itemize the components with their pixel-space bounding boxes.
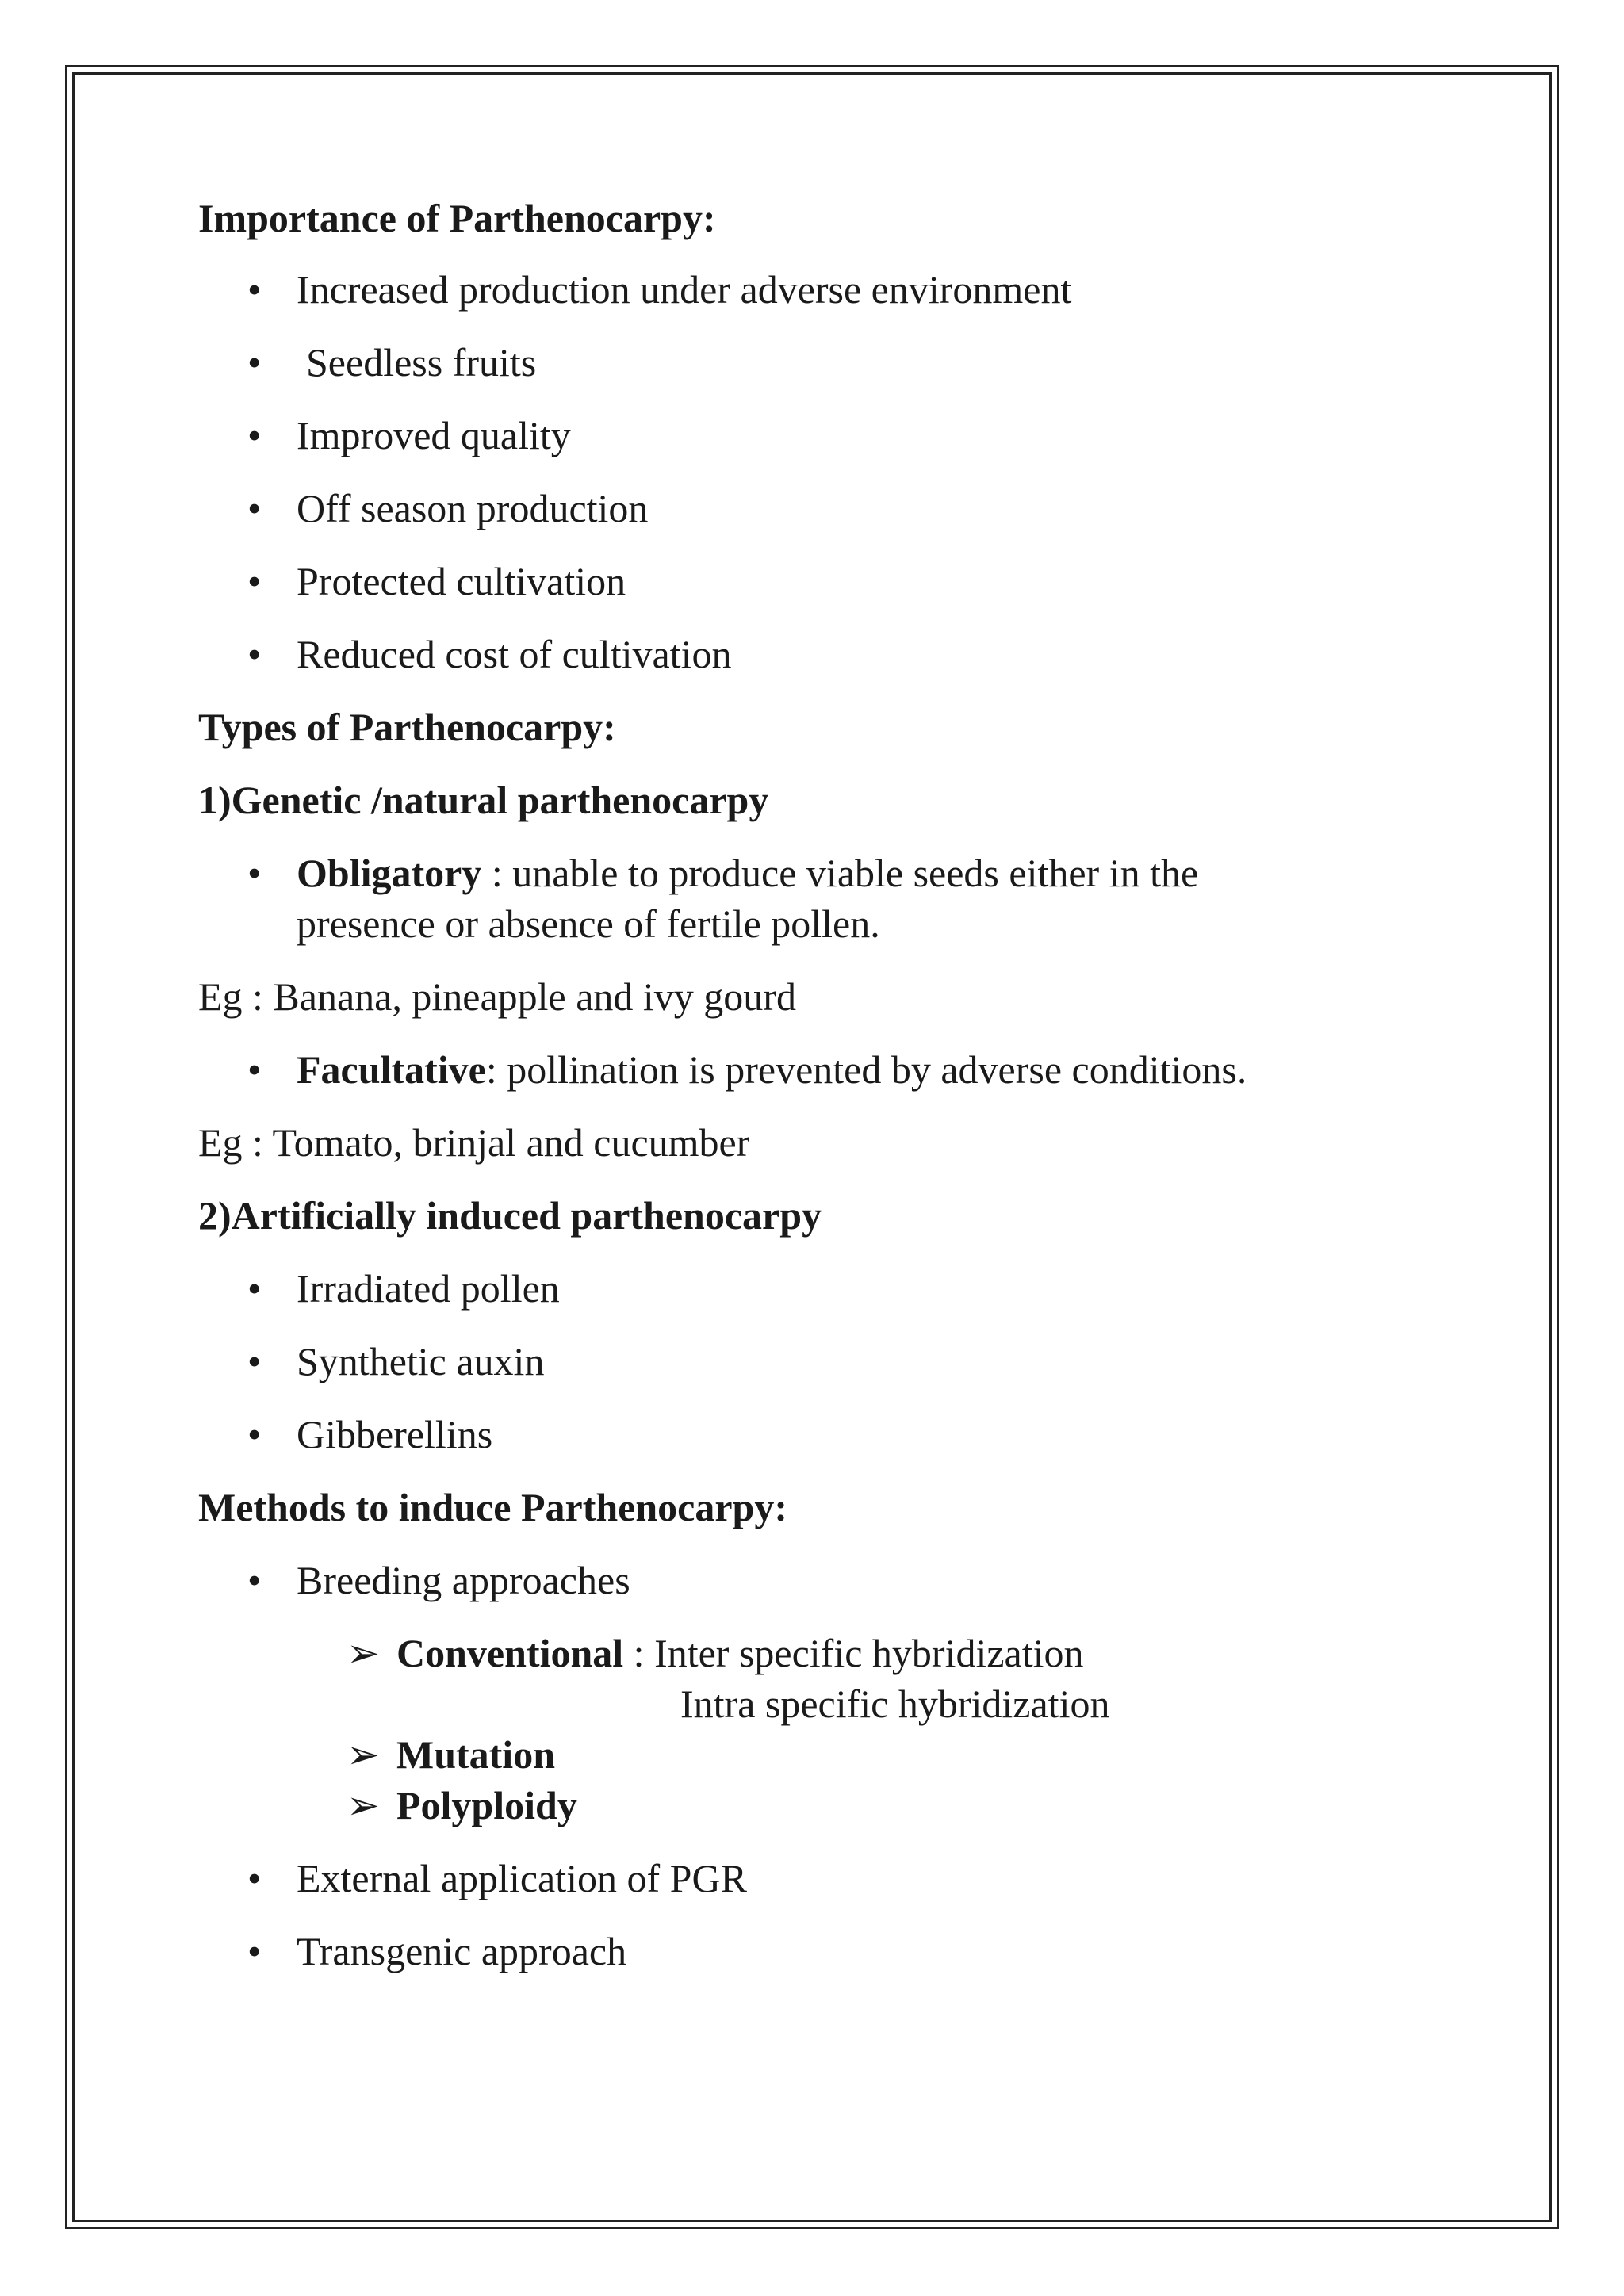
list-item xyxy=(198,484,1467,532)
bullet-icon: • xyxy=(247,340,262,385)
list-item xyxy=(198,266,1467,313)
term-polyploidy: Polyploidy xyxy=(396,1783,577,1827)
bullet-icon: • xyxy=(247,1266,262,1311)
list-item xyxy=(198,339,1467,386)
list-item-text: Irradiated pollen xyxy=(297,1266,560,1311)
types-heading: Types of Parthenocarpy: xyxy=(198,705,616,749)
list-item xyxy=(198,1556,1467,1604)
list-item-text: Breeding approaches xyxy=(297,1558,630,1602)
bullet-icon: • xyxy=(247,559,262,603)
term-facultative: Facultative xyxy=(297,1047,486,1092)
document-body xyxy=(198,194,1467,1975)
bullet-icon: • xyxy=(247,1047,262,1092)
bullet-icon: • xyxy=(247,486,262,530)
bullet-icon: • xyxy=(247,1339,262,1383)
list-item xyxy=(198,1265,1467,1312)
list-item-text: Transgenic approach xyxy=(297,1929,627,1973)
term-mutation: Mutation xyxy=(396,1732,555,1777)
list-item-text: Improved quality xyxy=(297,413,571,457)
list-item xyxy=(198,1410,1467,1458)
bullet-icon: • xyxy=(247,267,262,312)
list-item-obligatory xyxy=(198,849,1467,947)
arrow-bullet-icon: ➢ xyxy=(347,1783,380,1827)
arrow-bullet-icon: ➢ xyxy=(347,1732,380,1777)
arrow-bullet-icon: ➢ xyxy=(347,1631,380,1675)
bullet-icon: • xyxy=(247,1929,262,1973)
facultative-example: Eg : Tomato, brinjal and cucumber xyxy=(198,1120,750,1165)
list-item-text: Reduced cost of cultivation xyxy=(297,632,732,676)
conventional-description: : Inter specific hybridization xyxy=(623,1631,1084,1675)
bullet-icon: • xyxy=(247,632,262,676)
bullet-icon: • xyxy=(247,1412,262,1456)
obligatory-example: Eg : Banana, pineapple and ivy gourd xyxy=(198,974,796,1019)
bullet-icon: • xyxy=(247,851,262,895)
list-item xyxy=(198,1854,1467,1902)
list-item-text: Synthetic auxin xyxy=(297,1339,545,1383)
artificial-heading: 2)Artificially induced parthenocarpy xyxy=(198,1193,822,1238)
bullet-icon: • xyxy=(247,1558,262,1602)
facultative-description: : pollination is prevented by adverse conditions. xyxy=(485,1047,1247,1092)
importance-heading: Importance of Parthenocarpy: xyxy=(198,196,716,240)
list-item xyxy=(198,1337,1467,1385)
methods-heading: Methods to induce Parthenocarpy: xyxy=(198,1485,787,1529)
obligatory-description-cont: presence or absence of fertile pollen. xyxy=(297,901,880,946)
list-item-text: Increased production under adverse environment xyxy=(297,267,1072,312)
list-item xyxy=(198,630,1467,678)
sub-item-mutation xyxy=(198,1731,1467,1778)
obligatory-description: : unable to produce viable seeds either in the xyxy=(481,851,1199,895)
list-item-text: Off season production xyxy=(297,486,649,530)
list-item xyxy=(198,411,1467,459)
list-item xyxy=(198,1927,1467,1975)
sub-item-polyploidy xyxy=(198,1781,1467,1829)
bullet-icon: • xyxy=(247,413,262,457)
term-obligatory: Obligatory xyxy=(297,851,482,895)
bullet-icon: • xyxy=(247,1856,262,1900)
list-item-facultative xyxy=(198,1046,1467,1093)
list-item-text: Gibberellins xyxy=(297,1412,493,1456)
conventional-description-cont: Intra specific hybridization xyxy=(680,1682,1110,1726)
list-item xyxy=(198,557,1467,605)
list-item-text: Protected cultivation xyxy=(297,559,626,603)
list-item-text: External application of PGR xyxy=(297,1856,747,1900)
term-conventional: Conventional xyxy=(396,1631,624,1675)
sub-item-conventional xyxy=(198,1629,1467,1677)
list-item-text: Seedless fruits xyxy=(306,340,537,385)
genetic-heading: 1)Genetic /natural parthenocarpy xyxy=(198,778,769,822)
